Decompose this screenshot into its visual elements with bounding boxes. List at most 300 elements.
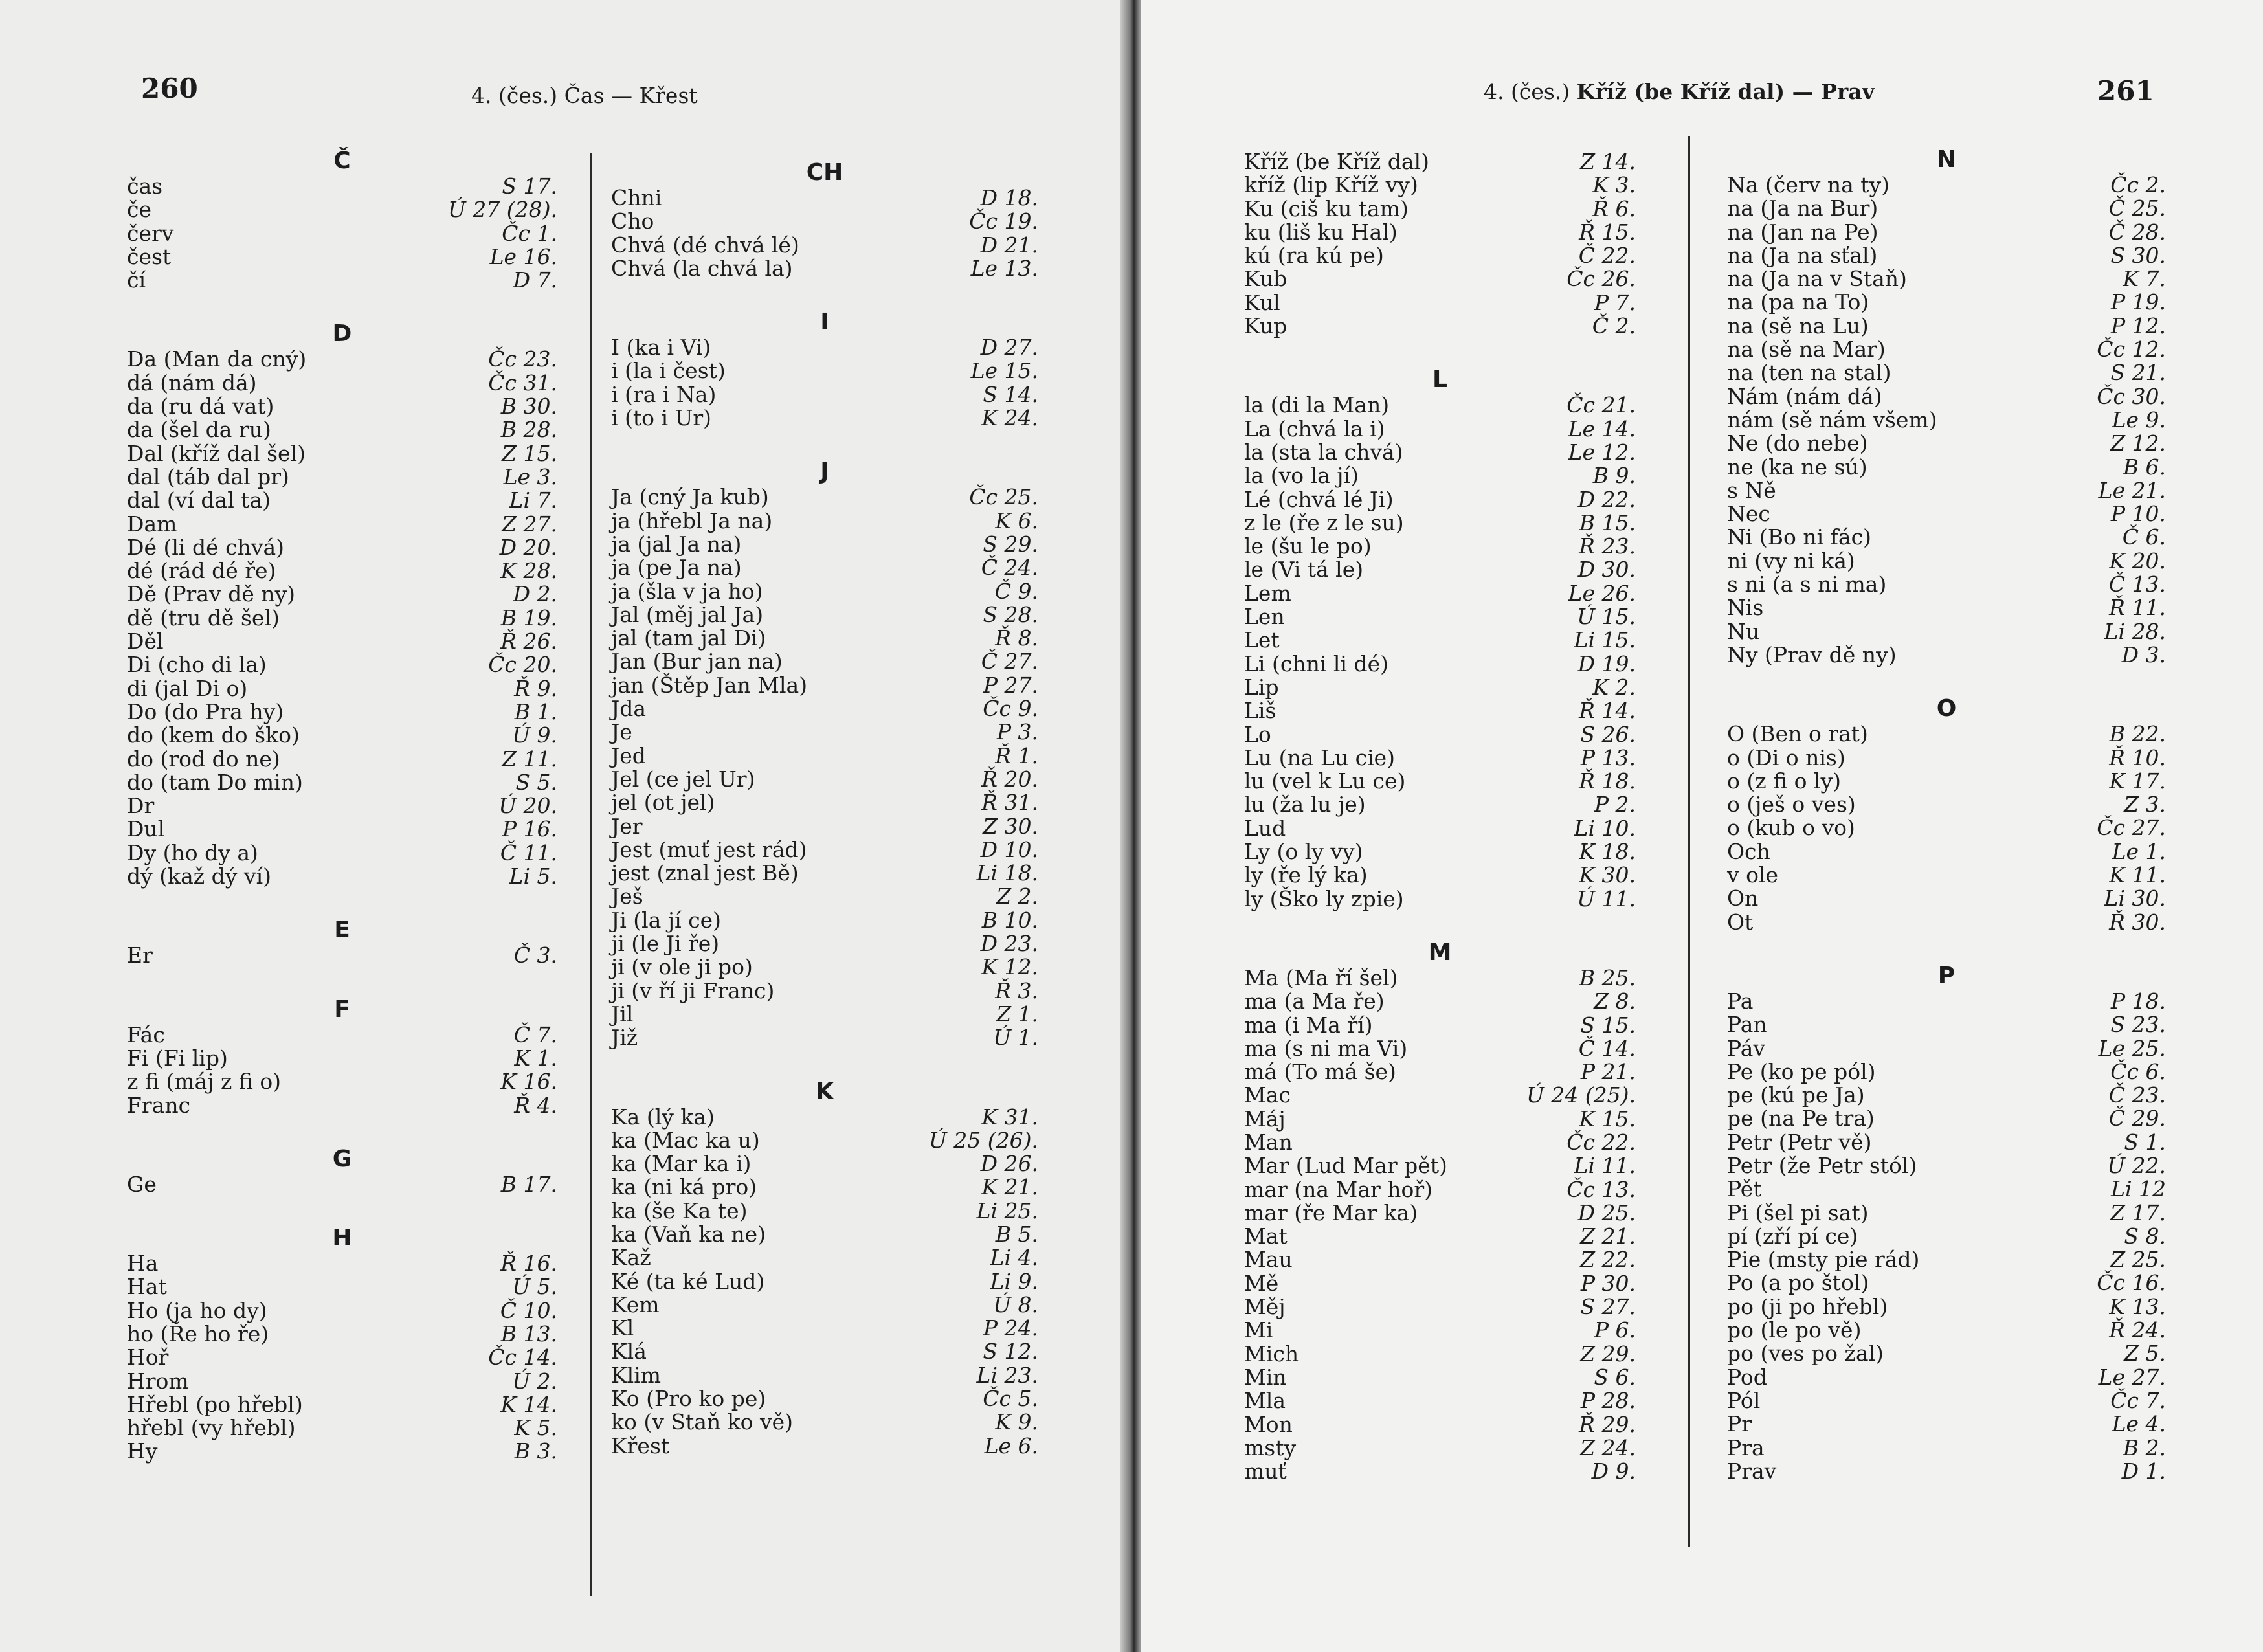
- entry-reference: P 16.: [502, 816, 557, 842]
- index-entry: [1727, 1037, 2166, 1060]
- entry-reference: D 1.: [2121, 1458, 2166, 1484]
- index-entry: [1244, 315, 1636, 338]
- index-entry: [1244, 173, 1636, 197]
- section-gap: [611, 280, 1038, 309]
- entry-reference: B 28.: [500, 417, 557, 443]
- running-head-prefix: 4. (čes.): [1484, 79, 1570, 104]
- index-entry: [611, 407, 1038, 430]
- index-entry: [127, 771, 557, 794]
- index-entry: [127, 1047, 557, 1070]
- entry-reference: Ř 16.: [500, 1251, 557, 1277]
- entry-syllable: Kaž: [611, 1245, 651, 1271]
- entry-syllable: Nec: [1727, 501, 1770, 527]
- entry-syllable: Nám (nám dá): [1727, 383, 1882, 409]
- entry-syllable: i (ra i Na): [611, 381, 717, 407]
- entry-syllable: Pra: [1727, 1434, 1765, 1460]
- entry-reference: Ř 24.: [2109, 1317, 2166, 1343]
- section-gap: [611, 430, 1038, 458]
- section-gap: [127, 1196, 557, 1225]
- entry-syllable: Mar (Lud Mar pět): [1244, 1153, 1447, 1179]
- index-entry: [1244, 511, 1636, 535]
- index-entry: [611, 1200, 1038, 1223]
- entry-syllable: Man: [1244, 1129, 1293, 1155]
- entry-reference: P 3.: [996, 719, 1038, 745]
- entry-reference: P 2.: [1594, 792, 1636, 818]
- entry-reference: B 2.: [2123, 1434, 2166, 1460]
- index-entry: [1727, 911, 2166, 934]
- index-entry: [1244, 629, 1636, 652]
- entry-syllable: Dy (ho dy a): [127, 840, 258, 865]
- entry-syllable: Jel (ce jel Ur): [611, 766, 755, 792]
- entry-reference: Č 9.: [994, 578, 1038, 604]
- index-entry: [127, 794, 557, 818]
- entry-reference: K 7.: [2123, 266, 2166, 292]
- index-entry: [1244, 1084, 1636, 1107]
- entry-syllable: On: [1727, 886, 1759, 911]
- entry-reference: Č 3.: [513, 943, 557, 968]
- entry-reference: Ř 18.: [1579, 768, 1636, 794]
- index-entry: [127, 818, 557, 841]
- entry-syllable: lu (ža lu je): [1244, 792, 1366, 818]
- entry-syllable: ma (s ni ma Vi): [1244, 1035, 1408, 1061]
- entry-syllable: Lud: [1244, 815, 1286, 841]
- index-entry: [1244, 244, 1636, 267]
- entry-reference: Le 27.: [2098, 1364, 2166, 1390]
- entry-reference: S 5.: [515, 769, 557, 795]
- entry-reference: P 7.: [1594, 289, 1636, 315]
- entry-syllable: Chni: [611, 185, 662, 210]
- entry-reference: Li 25.: [976, 1198, 1038, 1223]
- entry-syllable: če: [127, 197, 152, 223]
- index-entry: [1244, 291, 1636, 315]
- entry-syllable: Ješ: [611, 884, 643, 910]
- entry-reference: Č 27.: [981, 649, 1038, 675]
- entry-reference: Čc 16.: [2097, 1270, 2166, 1296]
- entry-syllable: čest: [127, 243, 172, 269]
- entry-syllable: Lé (chvá lé Ji): [1244, 486, 1394, 512]
- index-entry: [1727, 1154, 2166, 1178]
- entry-reference: D 21.: [980, 232, 1038, 258]
- index-entry: [127, 1416, 557, 1440]
- entry-syllable: Mla: [1244, 1388, 1286, 1414]
- entry-reference: Ř 6.: [1592, 195, 1636, 221]
- entry-reference: Ú 15.: [1577, 604, 1636, 630]
- index-entry: [1244, 1178, 1636, 1201]
- index-entry: [1244, 464, 1636, 487]
- index-entry: [1244, 267, 1636, 291]
- entry-syllable: jal (tam jal Di): [611, 625, 766, 651]
- entry-syllable: po (ji po hřebl): [1727, 1293, 1888, 1319]
- entry-syllable: pe (na Pe tra): [1727, 1106, 1875, 1132]
- index-entry: [1244, 990, 1636, 1013]
- index-entry: [1244, 746, 1636, 770]
- entry-syllable: Klim: [611, 1362, 662, 1388]
- entry-syllable: Er: [127, 943, 153, 968]
- index-entry: [611, 979, 1038, 1003]
- index-entry: [611, 768, 1038, 791]
- index-entry: [1727, 840, 2166, 864]
- entry-reference: P 19.: [2110, 289, 2166, 315]
- entry-syllable: ma (i Ma ří): [1244, 1012, 1373, 1038]
- entry-syllable: Dam: [127, 511, 177, 537]
- entry-syllable: Dal (kříž dal šel): [127, 440, 306, 466]
- index-entry: [1244, 864, 1636, 887]
- index-entry: [127, 442, 557, 465]
- index-entry: [611, 862, 1038, 885]
- entry-syllable: pe (kú pe Ja): [1727, 1082, 1865, 1108]
- entry-reference: Č 29.: [2108, 1106, 2166, 1132]
- section-letter: N: [1936, 146, 1957, 173]
- index-entry: [1244, 770, 1636, 793]
- index-entry: [611, 932, 1038, 955]
- entry-syllable: Měj: [1244, 1294, 1286, 1320]
- section-letter: I: [820, 309, 829, 336]
- index-entry: [1244, 605, 1636, 629]
- entry-reference: D 18.: [980, 185, 1038, 210]
- page-number: 261: [2097, 75, 2154, 107]
- entry-reference: B 9.: [1592, 463, 1636, 489]
- entry-syllable: Ni (Bo ni fác): [1727, 524, 1871, 550]
- entry-reference: P 24.: [983, 1315, 1038, 1341]
- index-entry: [1244, 1154, 1636, 1178]
- entry-syllable: Pa: [1727, 988, 1754, 1014]
- entry-syllable: muť: [1244, 1458, 1287, 1484]
- entry-reference: Ř 29.: [1579, 1411, 1636, 1437]
- index-entry: [611, 486, 1038, 509]
- entry-syllable: Petr (Petr vě): [1727, 1129, 1872, 1155]
- entry-syllable: ko (v Staň ko vě): [611, 1409, 794, 1435]
- entry-syllable: Liš: [1244, 698, 1276, 724]
- entry-reference: S 1.: [2124, 1129, 2166, 1155]
- entry-syllable: s Ně: [1727, 477, 1776, 503]
- index-entry: [1727, 550, 2166, 573]
- entry-reference: P 6.: [1594, 1317, 1636, 1343]
- section-letter: D: [332, 320, 352, 348]
- entry-reference: K 6.: [995, 508, 1038, 533]
- entry-syllable: Li (chni li dé): [1244, 651, 1388, 676]
- entry-syllable: dal (ví dal ta): [127, 487, 271, 513]
- entry-reference: Li 23.: [976, 1362, 1038, 1388]
- entry-syllable: čas: [127, 173, 163, 199]
- entry-syllable: Na (červ na ty): [1727, 172, 1890, 197]
- entry-reference: Čc 26.: [1566, 266, 1636, 292]
- entry-reference: S 12.: [983, 1339, 1038, 1365]
- index-entry: [1244, 840, 1636, 864]
- index-entry: [1727, 1107, 2166, 1130]
- entry-syllable: v ole: [1727, 862, 1779, 888]
- index-entry: [1244, 1060, 1636, 1084]
- entry-reference: K 20.: [2109, 548, 2166, 574]
- index-entry: [1244, 1295, 1636, 1319]
- entry-reference: Li 11.: [1574, 1153, 1636, 1179]
- entry-syllable: hřebl (vy hřebl): [127, 1415, 296, 1441]
- entry-syllable: Mon: [1244, 1411, 1293, 1437]
- index-entry: [1244, 1037, 1636, 1060]
- entry-reference: K 1.: [514, 1045, 557, 1071]
- entry-reference: K 24.: [981, 405, 1038, 431]
- index-entry: [1727, 1389, 2166, 1412]
- entry-reference: Čc 31.: [488, 370, 557, 396]
- entry-reference: S 21.: [2110, 360, 2166, 386]
- index-entry: [1244, 441, 1636, 464]
- index-entry: [1727, 1460, 2166, 1483]
- entry-syllable: ku (liš ku Hal): [1244, 219, 1398, 245]
- index-entry: [1727, 338, 2166, 361]
- entry-reference: Le 21.: [2098, 477, 2166, 503]
- index-entry: [127, 748, 557, 771]
- entry-syllable: ja (hřebl Ja na): [611, 508, 773, 533]
- entry-reference: K 9.: [995, 1409, 1038, 1435]
- entry-syllable: Ji (la jí ce): [611, 907, 722, 933]
- entry-reference: B 22.: [2109, 721, 2166, 747]
- entry-syllable: ja (šla v ja ho): [611, 578, 763, 604]
- entry-syllable: červ: [127, 220, 174, 246]
- entry-reference: K 18.: [1579, 839, 1636, 865]
- index-entry: [127, 348, 557, 371]
- entry-reference: S 26.: [1580, 721, 1636, 747]
- index-entry: [1727, 267, 2166, 291]
- entry-reference: D 26.: [980, 1151, 1038, 1177]
- entry-syllable: Len: [1244, 604, 1285, 630]
- entry-syllable: Chvá (la chvá la): [611, 255, 793, 281]
- entry-reference: K 31.: [981, 1104, 1038, 1130]
- section-letter: E: [334, 917, 350, 944]
- entry-reference: Č 25.: [2108, 195, 2166, 221]
- entry-syllable: Mac: [1244, 1082, 1291, 1108]
- index-entry: [127, 700, 557, 724]
- section-gap: [1244, 911, 1636, 939]
- index-entry: [127, 677, 557, 700]
- entry-syllable: na (Ja na v Staň): [1727, 266, 1907, 292]
- index-entry: [1244, 723, 1636, 746]
- entry-syllable: dý (kaž dý ví): [127, 864, 272, 889]
- entry-reference: Čc 2.: [2110, 172, 2166, 197]
- index-entry: [127, 1346, 557, 1369]
- index-entry: [611, 1246, 1038, 1269]
- entry-reference: P 21.: [1580, 1059, 1636, 1085]
- column-rule: [590, 153, 592, 1596]
- entry-syllable: Mich: [1244, 1341, 1299, 1367]
- entry-syllable: Děl: [127, 629, 164, 654]
- entry-reference: Ú 25 (26).: [928, 1127, 1038, 1153]
- index-column: [1727, 146, 2166, 1483]
- index-entry: [127, 395, 557, 418]
- entry-reference: K 11.: [2109, 862, 2166, 888]
- entry-syllable: čí: [127, 267, 146, 293]
- entry-syllable: O (Ben o rat): [1727, 721, 1868, 747]
- entry-reference: Čc 25.: [969, 484, 1038, 510]
- entry-syllable: z fi (máj z fi o): [127, 1069, 282, 1095]
- index-entry: [127, 198, 557, 221]
- entry-syllable: Da (Man da cný): [127, 346, 307, 372]
- entry-reference: S 17.: [502, 173, 557, 199]
- entry-reference: D 10.: [980, 836, 1038, 862]
- index-entry: [1244, 1014, 1636, 1037]
- entry-reference: Čc 30.: [2097, 383, 2166, 409]
- entry-reference: Li 18.: [976, 860, 1038, 886]
- page-number: 260: [141, 73, 198, 104]
- index-entry: [611, 627, 1038, 650]
- entry-syllable: o (Di o nis): [1727, 744, 1845, 770]
- index-entry: [127, 1370, 557, 1393]
- entry-syllable: o (z fi o ly): [1727, 768, 1842, 794]
- entry-reference: Li 10.: [1574, 815, 1636, 841]
- entry-syllable: na (pa na To): [1727, 289, 1869, 315]
- section-gap: [127, 1117, 557, 1146]
- index-entry: [611, 1387, 1038, 1411]
- index-entry: [1727, 1436, 2166, 1460]
- index-entry: [1727, 722, 2166, 746]
- index-entry: [127, 653, 557, 676]
- entry-syllable: Lo: [1244, 721, 1271, 747]
- entry-syllable: Pi (šel pi sat): [1727, 1200, 1869, 1225]
- entry-syllable: le (šu le po): [1244, 533, 1372, 559]
- index-entry: [1727, 1060, 2166, 1084]
- running-head: [1484, 79, 1875, 104]
- entry-syllable: lu (vel k Lu ce): [1244, 768, 1406, 794]
- section-letter: CH: [806, 159, 843, 186]
- index-entry: [1727, 502, 2166, 526]
- entry-syllable: da (šel da ru): [127, 417, 271, 443]
- index-entry: [611, 650, 1038, 673]
- index-entry: [1244, 793, 1636, 816]
- entry-syllable: Kříž (be Kříž dal): [1244, 149, 1429, 174]
- entry-reference: B 3.: [514, 1438, 557, 1464]
- entry-syllable: pí (zří pí ce): [1727, 1223, 1858, 1249]
- entry-reference: Li 7.: [509, 487, 557, 513]
- index-entry: [611, 697, 1038, 720]
- entry-reference: Ř 3.: [995, 977, 1038, 1003]
- entry-syllable: ja (pe Ja na): [611, 555, 742, 581]
- entry-syllable: Mau: [1244, 1247, 1293, 1273]
- section-letter: O: [1936, 695, 1957, 722]
- index-entry: [1244, 1436, 1636, 1460]
- entry-reference: S 30.: [2110, 242, 2166, 268]
- entry-reference: D 3.: [2121, 642, 2166, 667]
- index-entry: [1244, 394, 1636, 417]
- entry-syllable: z le (ře z le su): [1244, 509, 1404, 535]
- entry-syllable: na (Ja na Bur): [1727, 195, 1878, 221]
- entry-syllable: Nis: [1727, 595, 1764, 621]
- entry-reference: Li 4.: [990, 1245, 1038, 1271]
- entry-reference: Čc 6.: [2110, 1058, 2166, 1084]
- entry-reference: Z 30.: [983, 813, 1038, 839]
- entry-reference: D 20.: [499, 534, 557, 560]
- index-entry: [611, 1223, 1038, 1246]
- entry-reference: B 10.: [981, 907, 1038, 933]
- index-entry: [1727, 1201, 2166, 1225]
- entry-syllable: Do (do Pra hy): [127, 698, 284, 724]
- entry-syllable: Prav: [1727, 1458, 1777, 1484]
- entry-syllable: La (chvá la i): [1244, 416, 1385, 441]
- entry-reference: Z 12.: [2110, 430, 2166, 456]
- section-gap: [1727, 667, 2166, 695]
- index-entry: [611, 720, 1038, 744]
- entry-syllable: la (vo la jí): [1244, 463, 1359, 489]
- index-entry: [1244, 150, 1636, 173]
- index-entry: [127, 536, 557, 559]
- entry-syllable: la (di la Man): [1244, 392, 1390, 418]
- entry-syllable: jan (Štěp Jan Mla): [611, 672, 808, 698]
- entry-reference: Č 22.: [1578, 243, 1636, 269]
- entry-syllable: Kub: [1244, 266, 1288, 292]
- index-entry: [1727, 864, 2166, 887]
- entry-syllable: Ku (ciš ku tam): [1244, 195, 1409, 221]
- section-gap: [1727, 934, 2166, 963]
- entry-syllable: Jest (muť jest rád): [611, 836, 807, 862]
- entry-syllable: Hat: [127, 1274, 167, 1300]
- entry-reference: Ú 1.: [993, 1025, 1038, 1051]
- entry-reference: Č 10.: [500, 1297, 557, 1323]
- index-entry: [1244, 418, 1636, 441]
- entry-reference: Z 21.: [1580, 1223, 1636, 1249]
- index-entry: [1244, 558, 1636, 581]
- section-letter: H: [332, 1225, 352, 1252]
- index-entry: [611, 1340, 1038, 1363]
- index-entry: [1244, 197, 1636, 221]
- index-entry: [1727, 746, 2166, 770]
- entry-reference: Ř 23.: [1579, 533, 1636, 559]
- entry-reference: B 30.: [500, 394, 557, 419]
- entry-reference: P 10.: [2110, 501, 2166, 527]
- entry-syllable: Dé (li dé chvá): [127, 534, 285, 560]
- entry-syllable: Fác: [127, 1021, 165, 1047]
- entry-reference: Č 24.: [981, 555, 1038, 581]
- entry-reference: Ř 4.: [514, 1092, 557, 1118]
- entry-syllable: ly (ře lý ka): [1244, 862, 1368, 888]
- section-gap: [127, 292, 557, 320]
- entry-reference: Le 12.: [1568, 439, 1636, 465]
- index-entry: [1727, 1013, 2166, 1036]
- entry-syllable: na (sě na Lu): [1727, 313, 1869, 339]
- index-entry: [127, 513, 557, 536]
- index-entry: [127, 944, 557, 967]
- entry-syllable: Po (a po štol): [1727, 1270, 1869, 1296]
- entry-syllable: ka (Vaň ka ne): [611, 1221, 766, 1247]
- entry-reference: Ř 15.: [1579, 219, 1636, 245]
- index-entry: [1727, 643, 2166, 667]
- entry-syllable: Již: [611, 1025, 638, 1051]
- entry-reference: Z 22.: [1580, 1247, 1636, 1273]
- index-entry: [611, 234, 1038, 257]
- entry-syllable: Kul: [1244, 289, 1280, 315]
- index-entry: [611, 257, 1038, 280]
- index-entry: [611, 955, 1038, 979]
- index-entry: [1727, 361, 2166, 385]
- entry-reference: B 17.: [500, 1171, 557, 1197]
- index-entry: [127, 269, 557, 292]
- index-entry: [127, 842, 557, 865]
- entry-reference: Z 27.: [502, 511, 557, 537]
- entry-reference: Č 11.: [500, 840, 557, 865]
- index-entry: [127, 1299, 557, 1323]
- index-entry: [611, 186, 1038, 210]
- entry-syllable: Pět: [1727, 1176, 1762, 1202]
- entry-syllable: do (rod do ne): [127, 746, 280, 772]
- entry-reference: Ř 31.: [981, 790, 1038, 816]
- entry-reference: P 13.: [1580, 744, 1636, 770]
- section-letter: G: [332, 1145, 352, 1172]
- entry-reference: P 27.: [983, 672, 1038, 698]
- entry-reference: S 27.: [1580, 1294, 1636, 1320]
- entry-syllable: ja (jal Ja na): [611, 531, 742, 557]
- entry-syllable: Ké (ta ké Lud): [611, 1268, 765, 1294]
- index-entry: [611, 1026, 1038, 1049]
- entry-syllable: Lem: [1244, 580, 1291, 606]
- entry-reference: Z 8.: [1594, 988, 1636, 1014]
- entry-reference: Le 25.: [2098, 1035, 2166, 1061]
- entry-syllable: Di (cho di la): [127, 652, 267, 678]
